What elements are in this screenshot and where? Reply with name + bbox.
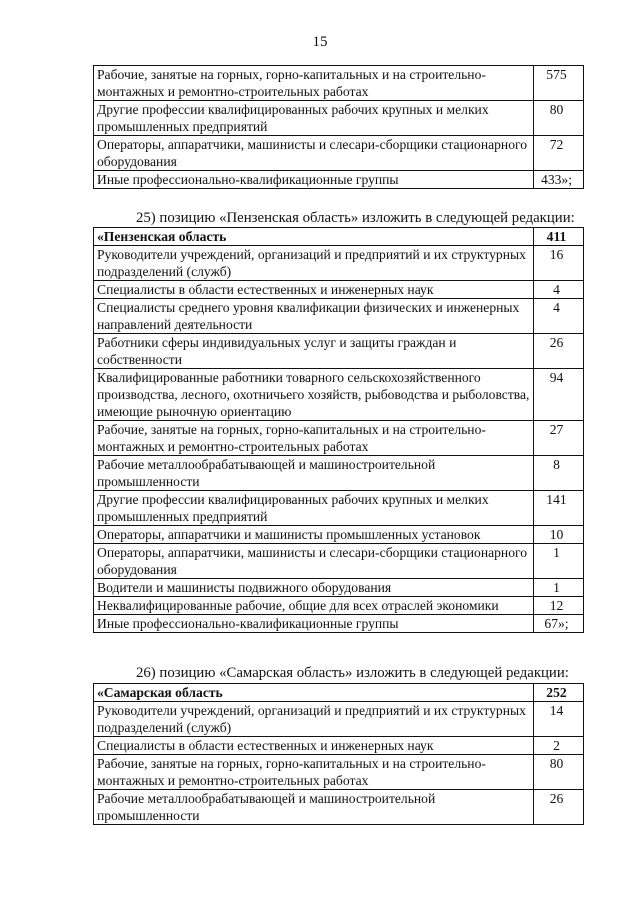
table-continuation [93, 65, 584, 189]
table-penza [93, 227, 584, 633]
row-value: 16 [534, 246, 584, 281]
table-row [94, 737, 584, 755]
row-label: Операторы, аппаратчики, машинисты и слесари-сборщики стационарного оборудования [94, 544, 534, 579]
row-value: 4 [534, 281, 584, 299]
row-value: 26 [534, 790, 584, 825]
row-label: Рабочие металлообрабатывающей и машиностроительной промышленности [94, 456, 534, 491]
row-label: Специалисты в области естественных и инженерных наук [94, 281, 534, 299]
row-label: Иные профессионально-квалификационные группы [94, 171, 534, 189]
table-row [94, 579, 584, 597]
row-label: Операторы, аппаратчики и машинисты промышленных установок [94, 526, 534, 544]
region-header-row [94, 228, 584, 246]
row-label: Руководители учреждений, организаций и предприятий и их структурных подразделений (служб) [94, 246, 534, 281]
amendment-26-text: 26) позицию «Самарская область» изложить в следующей редакции: [136, 665, 569, 681]
row-value: 80 [534, 755, 584, 790]
table-row [94, 615, 584, 633]
row-value: 10 [534, 526, 584, 544]
table-row [94, 66, 584, 101]
table-row [94, 171, 584, 189]
table-row [94, 755, 584, 790]
row-label: Квалифицированные работники товарного сельскохозяйственного производства, лесного, охотничьего хозяйств, рыбоводства и рыболовства, имеющие рыночную ориентацию [94, 369, 534, 421]
row-value: 1 [534, 544, 584, 579]
row-value: 1 [534, 579, 584, 597]
page-number: 15 [312, 34, 328, 50]
row-value: 141 [534, 491, 584, 526]
row-label: Другие профессии квалифицированных рабочих крупных и мелких промышленных предприятий [94, 101, 534, 136]
region-total: 411 [534, 228, 584, 246]
row-label: Рабочие, занятые на горных, горно-капитальных и на строительно-монтажных и ремонтно-строительных работах [94, 421, 534, 456]
table-row [94, 597, 584, 615]
row-value: 2 [534, 737, 584, 755]
row-value: 8 [534, 456, 584, 491]
row-label: Неквалифицированные рабочие, общие для всех отраслей экономики [94, 597, 534, 615]
row-label: Другие профессии квалифицированных рабочих крупных и мелких промышленных предприятий [94, 491, 534, 526]
row-label: Работники сферы индивидуальных услуг и защиты граждан и собственности [94, 334, 534, 369]
row-value: 72 [534, 136, 584, 171]
table-row [94, 456, 584, 491]
row-label: Водители и машинисты подвижного оборудования [94, 579, 534, 597]
table-samara [93, 683, 584, 825]
row-label: Рабочие, занятые на горных, горно-капитальных и на строительно-монтажных и ремонтно-строительных работах [94, 66, 534, 101]
row-value: 575 [534, 66, 584, 101]
row-label: Операторы, аппаратчики, машинисты и слесари-сборщики стационарного оборудования [94, 136, 534, 171]
row-value: 94 [534, 369, 584, 421]
row-label: Специалисты среднего уровня квалификации физических и инженерных направлений деятельности [94, 299, 534, 334]
table-row [94, 421, 584, 456]
row-value: 12 [534, 597, 584, 615]
region-name: «Самарская область [94, 684, 534, 702]
table-row [94, 281, 584, 299]
row-value: 4 [534, 299, 584, 334]
row-value: 14 [534, 702, 584, 737]
row-label: Руководители учреждений, организаций и предприятий и их структурных подразделений (служб) [94, 702, 534, 737]
table-row [94, 101, 584, 136]
table-row [94, 136, 584, 171]
table-row [94, 299, 584, 334]
row-value: 27 [534, 421, 584, 456]
region-header-row [94, 684, 584, 702]
row-label: Специалисты в области естественных и инженерных наук [94, 737, 534, 755]
row-label: Рабочие металлообрабатывающей и машиностроительной промышленности [94, 790, 534, 825]
row-label: Рабочие, занятые на горных, горно-капитальных и на строительно-монтажных и ремонтно-строительных работах [94, 755, 534, 790]
region-total: 252 [534, 684, 584, 702]
table-row [94, 790, 584, 825]
row-value: 67»; [534, 615, 584, 633]
table-row [94, 334, 584, 369]
table-row [94, 702, 584, 737]
table-row [94, 369, 584, 421]
table-row [94, 246, 584, 281]
region-name: «Пензенская область [94, 228, 534, 246]
row-label: Иные профессионально-квалификационные группы [94, 615, 534, 633]
table-row [94, 544, 584, 579]
amendment-25-text: 25) позицию «Пензенская область» изложить в следующей редакции: [136, 210, 575, 226]
row-value: 80 [534, 101, 584, 136]
row-value: 433»; [534, 171, 584, 189]
table-row [94, 526, 584, 544]
row-value: 26 [534, 334, 584, 369]
table-row [94, 491, 584, 526]
